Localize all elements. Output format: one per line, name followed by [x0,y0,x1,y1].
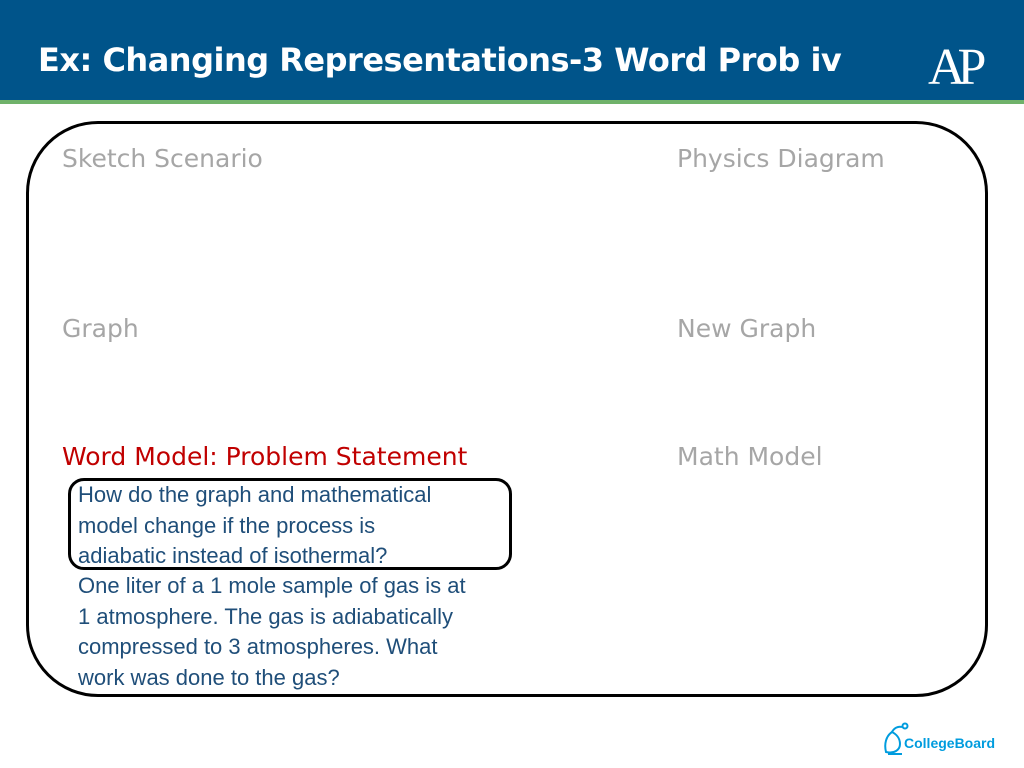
question-line: How do the graph and mathematical [78,482,432,507]
statement-line: work was done to the gas? [78,664,340,690]
math-model-label: Math Model [677,442,823,471]
question-line: model change if the process is [78,512,376,538]
college-board-logo [882,722,1004,758]
statement-line: One liter of a 1 mole sample of gas is at [78,573,466,598]
word-model-label: Word Model: Problem Statement [62,442,468,471]
sketch-scenario-label: Sketch Scenario [62,144,263,173]
graph-label: Graph [62,314,139,343]
new-graph-label: New Graph [677,314,817,343]
physics-diagram-label: Physics Diagram [677,144,885,173]
slide-title: Ex: Changing Representations-3 Word Prob iv [38,41,842,79]
college-board-text: CollegeBoard [904,735,996,751]
statement-line: 1 atmosphere. The gas is adiabatically [78,603,454,629]
ap-logo-text: AP [928,40,979,90]
question-line: adiabatic instead of isothermal? [78,543,388,568]
statement-line: compressed to 3 atmospheres. What [78,634,438,659]
question-text [78,480,538,572]
problem-statement-text [78,571,538,693]
ap-logo [926,40,1002,90]
header-rule [0,100,1024,104]
